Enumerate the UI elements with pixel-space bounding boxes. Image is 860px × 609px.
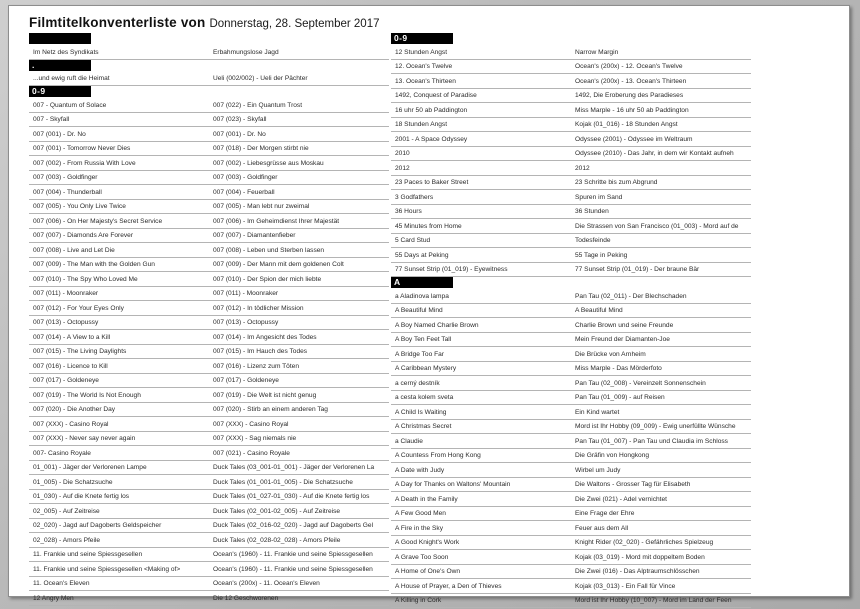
original-title-cell: 01_005) - Die Schatzsuche: [33, 478, 113, 486]
original-title-cell: 007 (008) - Live and Let Die: [33, 246, 115, 254]
original-title-cell: 007 (009) - The Man with the Golden Gun: [33, 261, 155, 268]
german-title-cell: 007 (018) - Der Morgen stirbt nie: [213, 145, 309, 152]
table-row: [391, 219, 751, 234]
original-title-cell: 007 (001) - Tomorrow Never Dies: [33, 145, 131, 152]
german-title-cell: 007 (016) - Lizenz zum Töten: [213, 362, 300, 370]
original-title-cell: 007 (001) - Dr. No: [33, 130, 86, 138]
table-row: [29, 533, 389, 548]
table-row: [391, 536, 751, 551]
table-row: [391, 434, 751, 449]
table-row: [391, 521, 751, 536]
page-title: [29, 14, 380, 32]
table-row: [29, 548, 389, 563]
table-row: [29, 171, 389, 186]
german-title-cell: Charlie Brown und seine Freunde: [575, 321, 674, 329]
original-title-cell: A Boy Ten Feet Tall: [395, 336, 452, 343]
group-header: 0-9: [391, 33, 453, 44]
german-title-cell: Die Brücke von Arnheim: [575, 350, 646, 358]
german-title-cell: 007 (023) - Skyfall: [213, 116, 267, 123]
original-title-cell: 007 (010) - The Spy Who Loved Me: [33, 275, 138, 283]
original-title-cell: 45 Minutes from Home: [395, 222, 462, 230]
table-row: [391, 333, 751, 348]
original-title-cell: 007 (005) - You Only Live Twice: [33, 203, 126, 210]
german-title-cell: Duck Tales (01_001-01_005) - Die Schatzsuche: [213, 478, 353, 486]
original-title-cell: A House of Prayer, a Den of Thieves: [395, 582, 502, 590]
original-title-cell: 12 Stunden Angst: [395, 48, 448, 56]
original-title-cell: 13. Ocean's Thirteen: [395, 77, 456, 85]
german-title-cell: 36 Stunden: [575, 208, 609, 215]
german-title-cell: 007 (011) - Moonraker: [213, 290, 279, 297]
german-title-cell: Ocean's (1960) - 11. Frankie und seine Spiessgesellen: [213, 565, 373, 573]
table-row: [391, 347, 751, 362]
original-title-cell: 007 - Quantum of Solace: [33, 101, 107, 109]
original-title-cell: a Aladinova lampa: [395, 292, 449, 300]
table-row: [391, 405, 751, 420]
table-row: [29, 475, 389, 490]
table-row: [29, 316, 389, 331]
original-title-cell: 007 (014) - A View to a Kill: [33, 333, 111, 341]
table-row: [29, 461, 389, 476]
table-row: [391, 289, 751, 304]
original-title-cell: 55 Days at Peking: [395, 251, 449, 259]
original-title-cell: 007 (006) - On Her Majesty's Secret Service: [33, 217, 163, 225]
table-row: [391, 234, 751, 249]
original-title-cell: A Child Is Waiting: [395, 408, 447, 416]
table-row: [29, 562, 389, 577]
table-row: [29, 504, 389, 519]
german-title-cell: Kojak (01_016) - 18 Stunden Angst: [575, 121, 678, 128]
table-row: [391, 176, 751, 191]
original-title-cell: A Grave Too Soon: [395, 553, 449, 561]
german-title-cell: Eine Frage der Ehre: [575, 510, 635, 517]
table-row: [391, 248, 751, 263]
original-title-cell: 2010: [395, 150, 410, 157]
german-title-cell: Duck Tales (03_001-01_001) - Jäger der Verlorenen La: [213, 464, 375, 471]
original-title-cell: A Bridge Too Far: [395, 350, 444, 358]
original-title-cell: A Home of One's Own: [395, 568, 461, 575]
german-title-cell: 007 (008) - Leben und Sterben lassen: [213, 246, 325, 254]
german-title-cell: 007 (002) - Liebesgrüsse aus Moskau: [213, 159, 324, 167]
german-title-cell: 007 (020) - Stirb an einem anderen Tag: [213, 406, 328, 413]
german-title-cell: Narrow Margin: [575, 48, 619, 56]
original-title-cell: 01_001) - Jäger der Verlorenen Lampe: [33, 464, 147, 471]
original-title-cell: 007 (004) - Thunderball: [33, 188, 102, 196]
group-header: .: [29, 60, 91, 71]
table-row: [29, 388, 389, 403]
german-title-cell: 007 (014) - Im Angesicht des Todes: [213, 333, 317, 341]
document-page: [8, 5, 850, 604]
german-title-cell: 007 (004) - Feuerball: [213, 188, 275, 196]
table-row: [391, 507, 751, 522]
german-title-cell: Ueli (002/002) - Ueli der Pächter: [213, 75, 308, 82]
table-row: [391, 103, 751, 118]
original-title-cell: 007 (011) - Moonraker: [33, 290, 99, 297]
german-title-cell: A Beautiful Mind: [575, 307, 623, 314]
group-header: 0-9: [29, 86, 91, 97]
table-row: [29, 432, 389, 447]
original-title-cell: A Countess From Hong Kong: [395, 452, 481, 459]
table-row: [391, 463, 751, 478]
table-row: [29, 359, 389, 374]
german-title-cell: Pan Tau (02_008) - Vereinzelt Sonnenschein: [575, 379, 706, 387]
german-title-cell: 007 (003) - Goldfinger: [213, 174, 278, 181]
group-header: [29, 33, 91, 44]
original-title-cell: 007- Casino Royale: [33, 449, 91, 457]
original-title-cell: 11. Frankie und seine Spiessgesellen <Making of>: [33, 565, 181, 573]
german-title-cell: Die Gräfin von Hongkong: [575, 452, 650, 459]
group-header: A: [391, 277, 453, 288]
table-row: [29, 272, 389, 287]
table-row: [29, 243, 389, 258]
german-title-cell: 007 (001) - Dr. No: [213, 130, 266, 138]
original-title-cell: 007 (002) - From Russia With Love: [33, 159, 136, 167]
original-title-cell: A Date with Judy: [395, 466, 445, 474]
table-row: [29, 258, 389, 273]
table-row: [391, 492, 751, 507]
table-row: [391, 420, 751, 435]
german-title-cell: 007 (022) - Ein Quantum Trost: [213, 101, 303, 109]
table-row: [391, 391, 751, 406]
table-row: [391, 147, 751, 162]
original-title-cell: A Beautiful Mind: [395, 307, 443, 314]
table-row: [391, 594, 751, 609]
german-title-cell: 007 (005) - Man lebt nur zweimal: [213, 203, 310, 210]
original-title-cell: 007 (019) - The World Is Not Enough: [33, 391, 141, 399]
original-title-cell: 36 Hours: [395, 208, 422, 215]
german-title-cell: Erbahmungslose Jagd: [213, 48, 279, 56]
original-title-cell: A Fire in the Sky: [395, 524, 444, 532]
table-row: [29, 200, 389, 215]
original-title-cell: 007 (012) - For Your Eyes Only: [33, 304, 124, 312]
german-title-cell: Ocean's (200x) - 13. Ocean's Thirteen: [575, 77, 687, 85]
table-row: [29, 591, 389, 606]
table-row: [29, 229, 389, 244]
right-column: [391, 33, 751, 608]
original-title-cell: 007 (003) - Goldfinger: [33, 174, 98, 181]
german-title-cell: 2012: [575, 164, 590, 172]
original-title-cell: 01_030) - Auf die Knete fertig los: [33, 493, 130, 500]
german-title-cell: Pan Tau (01_009) - auf Reisen: [575, 394, 665, 401]
table-row: [29, 345, 389, 360]
original-title-cell: A Boy Named Charlie Brown: [395, 321, 479, 329]
table-row: [391, 132, 751, 147]
table-row: [391, 190, 751, 205]
original-title-cell: 007 (017) - Goldeneye: [33, 377, 99, 384]
german-title-cell: Ocean's (200x) - 11. Ocean's Eleven: [213, 580, 320, 587]
german-title-cell: 007 (017) - Goldeneye: [213, 377, 279, 384]
original-title-cell: 2001 - A Space Odyssey: [395, 135, 468, 143]
table-row: [29, 301, 389, 316]
table-row: [391, 89, 751, 104]
table-row: [391, 205, 751, 220]
german-title-cell: Duck Tales (02_016-02_020) - Jagd auf Dagoberts Gel: [213, 522, 374, 529]
table-row: [391, 304, 751, 319]
german-title-cell: Odyssee (2010) - Das Jahr, in dem wir Kontakt aufneh: [575, 150, 734, 157]
table-row: [29, 577, 389, 592]
german-title-cell: Kojak (03_019) - Mord mit doppeltem Boden: [575, 553, 705, 561]
table-row: [391, 118, 751, 133]
table-row: [29, 287, 389, 302]
german-title-cell: Die Strassen von San Francisco (01_003) - Mord auf de: [575, 222, 739, 230]
german-title-cell: Pan Tau (02_011) - Der Blechschaden: [575, 292, 687, 300]
original-title-cell: 2012: [395, 164, 410, 172]
german-title-cell: Mord ist Ihr Hobby (10_007) - Mord im Land der Feen: [575, 597, 732, 604]
original-title-cell: A Killing in Cork: [395, 597, 442, 604]
german-title-cell: 007 (009) - Der Mann mit dem goldenen Colt: [213, 261, 344, 268]
table-row: [391, 449, 751, 464]
german-title-cell: Pan Tau (01_007) - Pan Tau und Claudia im Schloss: [575, 437, 728, 445]
german-title-cell: 007 (XXX) - Sag niemals nie: [213, 435, 297, 442]
original-title-cell: 5 Card Stud: [395, 237, 431, 244]
original-title-cell: 3 Godfathers: [395, 193, 434, 201]
table-row: [29, 519, 389, 534]
german-title-cell: 007 (015) - Im Hauch des Todes: [213, 348, 308, 355]
german-title-cell: 1492, Die Eroberung des Paradieses: [575, 92, 684, 99]
german-title-cell: 007 (010) - Der Spion der mich liebte: [213, 275, 322, 283]
german-title-cell: Wirbel um Judy: [575, 466, 621, 474]
german-title-cell: Duck Tales (02_028-02_028) - Amors Pfeile: [213, 536, 341, 544]
german-title-cell: Duck Tales (01_027-01_030) - Auf die Knete fertig los: [213, 493, 370, 500]
original-title-cell: ...und ewig ruft die Heimat: [33, 75, 110, 82]
table-row: [29, 142, 389, 157]
german-title-cell: Kojak (03_013) - Ein Fall für Vince: [575, 582, 676, 590]
original-title-cell: A Caribbean Mystery: [395, 365, 457, 372]
original-title-cell: 77 Sunset Strip (01_019) - Eyewitness: [395, 266, 508, 273]
original-title-cell: 007 (016) - Licence to Kill: [33, 362, 108, 370]
german-title-cell: 77 Sunset Strip (01_019) - Der braune Bär: [575, 266, 700, 273]
original-title-cell: 007 (013) - Octopussy: [33, 319, 99, 326]
original-title-cell: 007 (XXX) - Never say never again: [33, 435, 136, 442]
german-title-cell: Todesfeinde: [575, 237, 611, 244]
table-row: [391, 565, 751, 580]
german-title-cell: Miss Marple - Das Mörderfoto: [575, 365, 662, 372]
table-row: [29, 214, 389, 229]
german-title-cell: Ocean's (1960) - 11. Frankie und seine Spiessgesellen: [213, 551, 373, 558]
original-title-cell: 12 Angry Men: [33, 594, 74, 602]
table-row: [29, 156, 389, 171]
table-row: [29, 403, 389, 418]
german-title-cell: Die 12 Geschworenen: [213, 594, 279, 602]
table-row: [29, 490, 389, 505]
german-title-cell: Miss Marple - 16 uhr 50 ab Paddington: [575, 106, 689, 114]
table-row: [391, 161, 751, 176]
german-title-cell: 23 Schritte bis zum Abgrund: [575, 179, 658, 186]
table-row: [29, 446, 389, 461]
original-title-cell: 007 (020) - Die Another Day: [33, 406, 116, 413]
table-row: [29, 417, 389, 432]
german-title-cell: Feuer aus dem All: [575, 524, 629, 532]
original-title-cell: A Good Knight's Work: [395, 539, 460, 546]
table-row: [391, 318, 751, 333]
original-title-cell: 18 Stunden Angst: [395, 121, 448, 128]
original-title-cell: 12. Ocean's Twelve: [395, 63, 453, 70]
table-row: [29, 374, 389, 389]
original-title-cell: a Claudie: [395, 437, 423, 445]
original-title-cell: 02_005) - Auf Zeitreise: [33, 507, 100, 515]
table-row: [29, 185, 389, 200]
german-title-cell: Die Waltons - Grosser Tag für Elisabeth: [575, 481, 691, 488]
table-row: [29, 45, 389, 60]
original-title-cell: a cerný destník: [395, 379, 440, 387]
table-row: [391, 376, 751, 391]
german-title-cell: Die Zwei (021) - Adel vernichtet: [575, 495, 667, 503]
original-title-cell: 23 Paces to Baker Street: [395, 179, 469, 186]
table-row: [29, 113, 389, 128]
german-title-cell: 007 (019) - Die Welt ist nicht genug: [213, 391, 317, 399]
left-column: [29, 33, 389, 606]
german-title-cell: 55 Tage in Peking: [575, 251, 628, 259]
page-title-main: Filmtitelkonventerliste von: [29, 15, 206, 30]
german-title-cell: Ocean's (200x) - 12. Ocean's Twelve: [575, 63, 683, 70]
original-title-cell: 11. Ocean's Eleven: [33, 580, 90, 587]
table-row: [391, 60, 751, 75]
table-row: [391, 45, 751, 60]
original-title-cell: 11. Frankie und seine Spiessgesellen: [33, 551, 143, 558]
table-row: [391, 74, 751, 89]
original-title-cell: A Few Good Men: [395, 510, 446, 517]
german-title-cell: Odyssee (2001) - Odyssee im Weltraum: [575, 135, 693, 143]
german-title-cell: Duck Tales (02_001-02_005) - Auf Zeitreise: [213, 507, 341, 515]
table-row: [29, 98, 389, 113]
german-title-cell: 007 (XXX) - Casino Royal: [213, 420, 289, 428]
original-title-cell: 007 (015) - The Living Daylights: [33, 348, 127, 355]
table-row: [29, 127, 389, 142]
german-title-cell: Knight Rider (02_020) - Gefährliches Spielzeug: [575, 539, 714, 546]
german-title-cell: 007 (012) - In tödlicher Mission: [213, 304, 304, 312]
original-title-cell: a cesta kolem sveta: [395, 394, 454, 401]
table-row: [29, 330, 389, 345]
original-title-cell: A Day for Thanks on Waltons' Mountain: [395, 481, 511, 488]
original-title-cell: 007 - Skyfall: [33, 116, 70, 123]
table-row: [391, 550, 751, 565]
original-title-cell: 007 (007) - Diamonds Are Forever: [33, 232, 134, 239]
page-title-date: Donnerstag, 28. September 2017: [209, 18, 380, 30]
german-title-cell: 007 (006) - Im Geheimdienst Ihrer Majestät: [213, 217, 340, 225]
table-row: [29, 72, 389, 87]
original-title-cell: Im Netz des Syndikats: [33, 48, 99, 56]
german-title-cell: 007 (013) - Octopussy: [213, 319, 279, 326]
original-title-cell: 007 (XXX) - Casino Royal: [33, 420, 109, 428]
german-title-cell: Ein Kind wartet: [575, 408, 620, 416]
original-title-cell: A Christmas Secret: [395, 423, 452, 430]
german-title-cell: 007 (021) - Casino Royale: [213, 449, 290, 457]
original-title-cell: A Death in the Family: [395, 495, 458, 503]
table-row: [391, 263, 751, 278]
original-title-cell: 02_028) - Amors Pfeile: [33, 536, 101, 544]
german-title-cell: Mord ist Ihr Hobby (09_009) - Ewig unerfüllte Wünsche: [575, 423, 736, 430]
german-title-cell: Spuren im Sand: [575, 193, 623, 201]
german-title-cell: Mein Freund der Diamanten-Joe: [575, 336, 670, 343]
table-row: [391, 579, 751, 594]
table-row: [391, 362, 751, 377]
german-title-cell: 007 (007) - Diamantenfieber: [213, 232, 296, 239]
german-title-cell: Die Zwei (016) - Das Alptraumschlösschen: [575, 568, 700, 575]
original-title-cell: 1492, Conquest of Paradise: [395, 92, 477, 99]
original-title-cell: 16 uhr 50 ab Paddington: [395, 106, 468, 114]
table-row: [391, 478, 751, 493]
original-title-cell: 02_020) - Jagd auf Dagoberts Geldspeicher: [33, 522, 162, 529]
